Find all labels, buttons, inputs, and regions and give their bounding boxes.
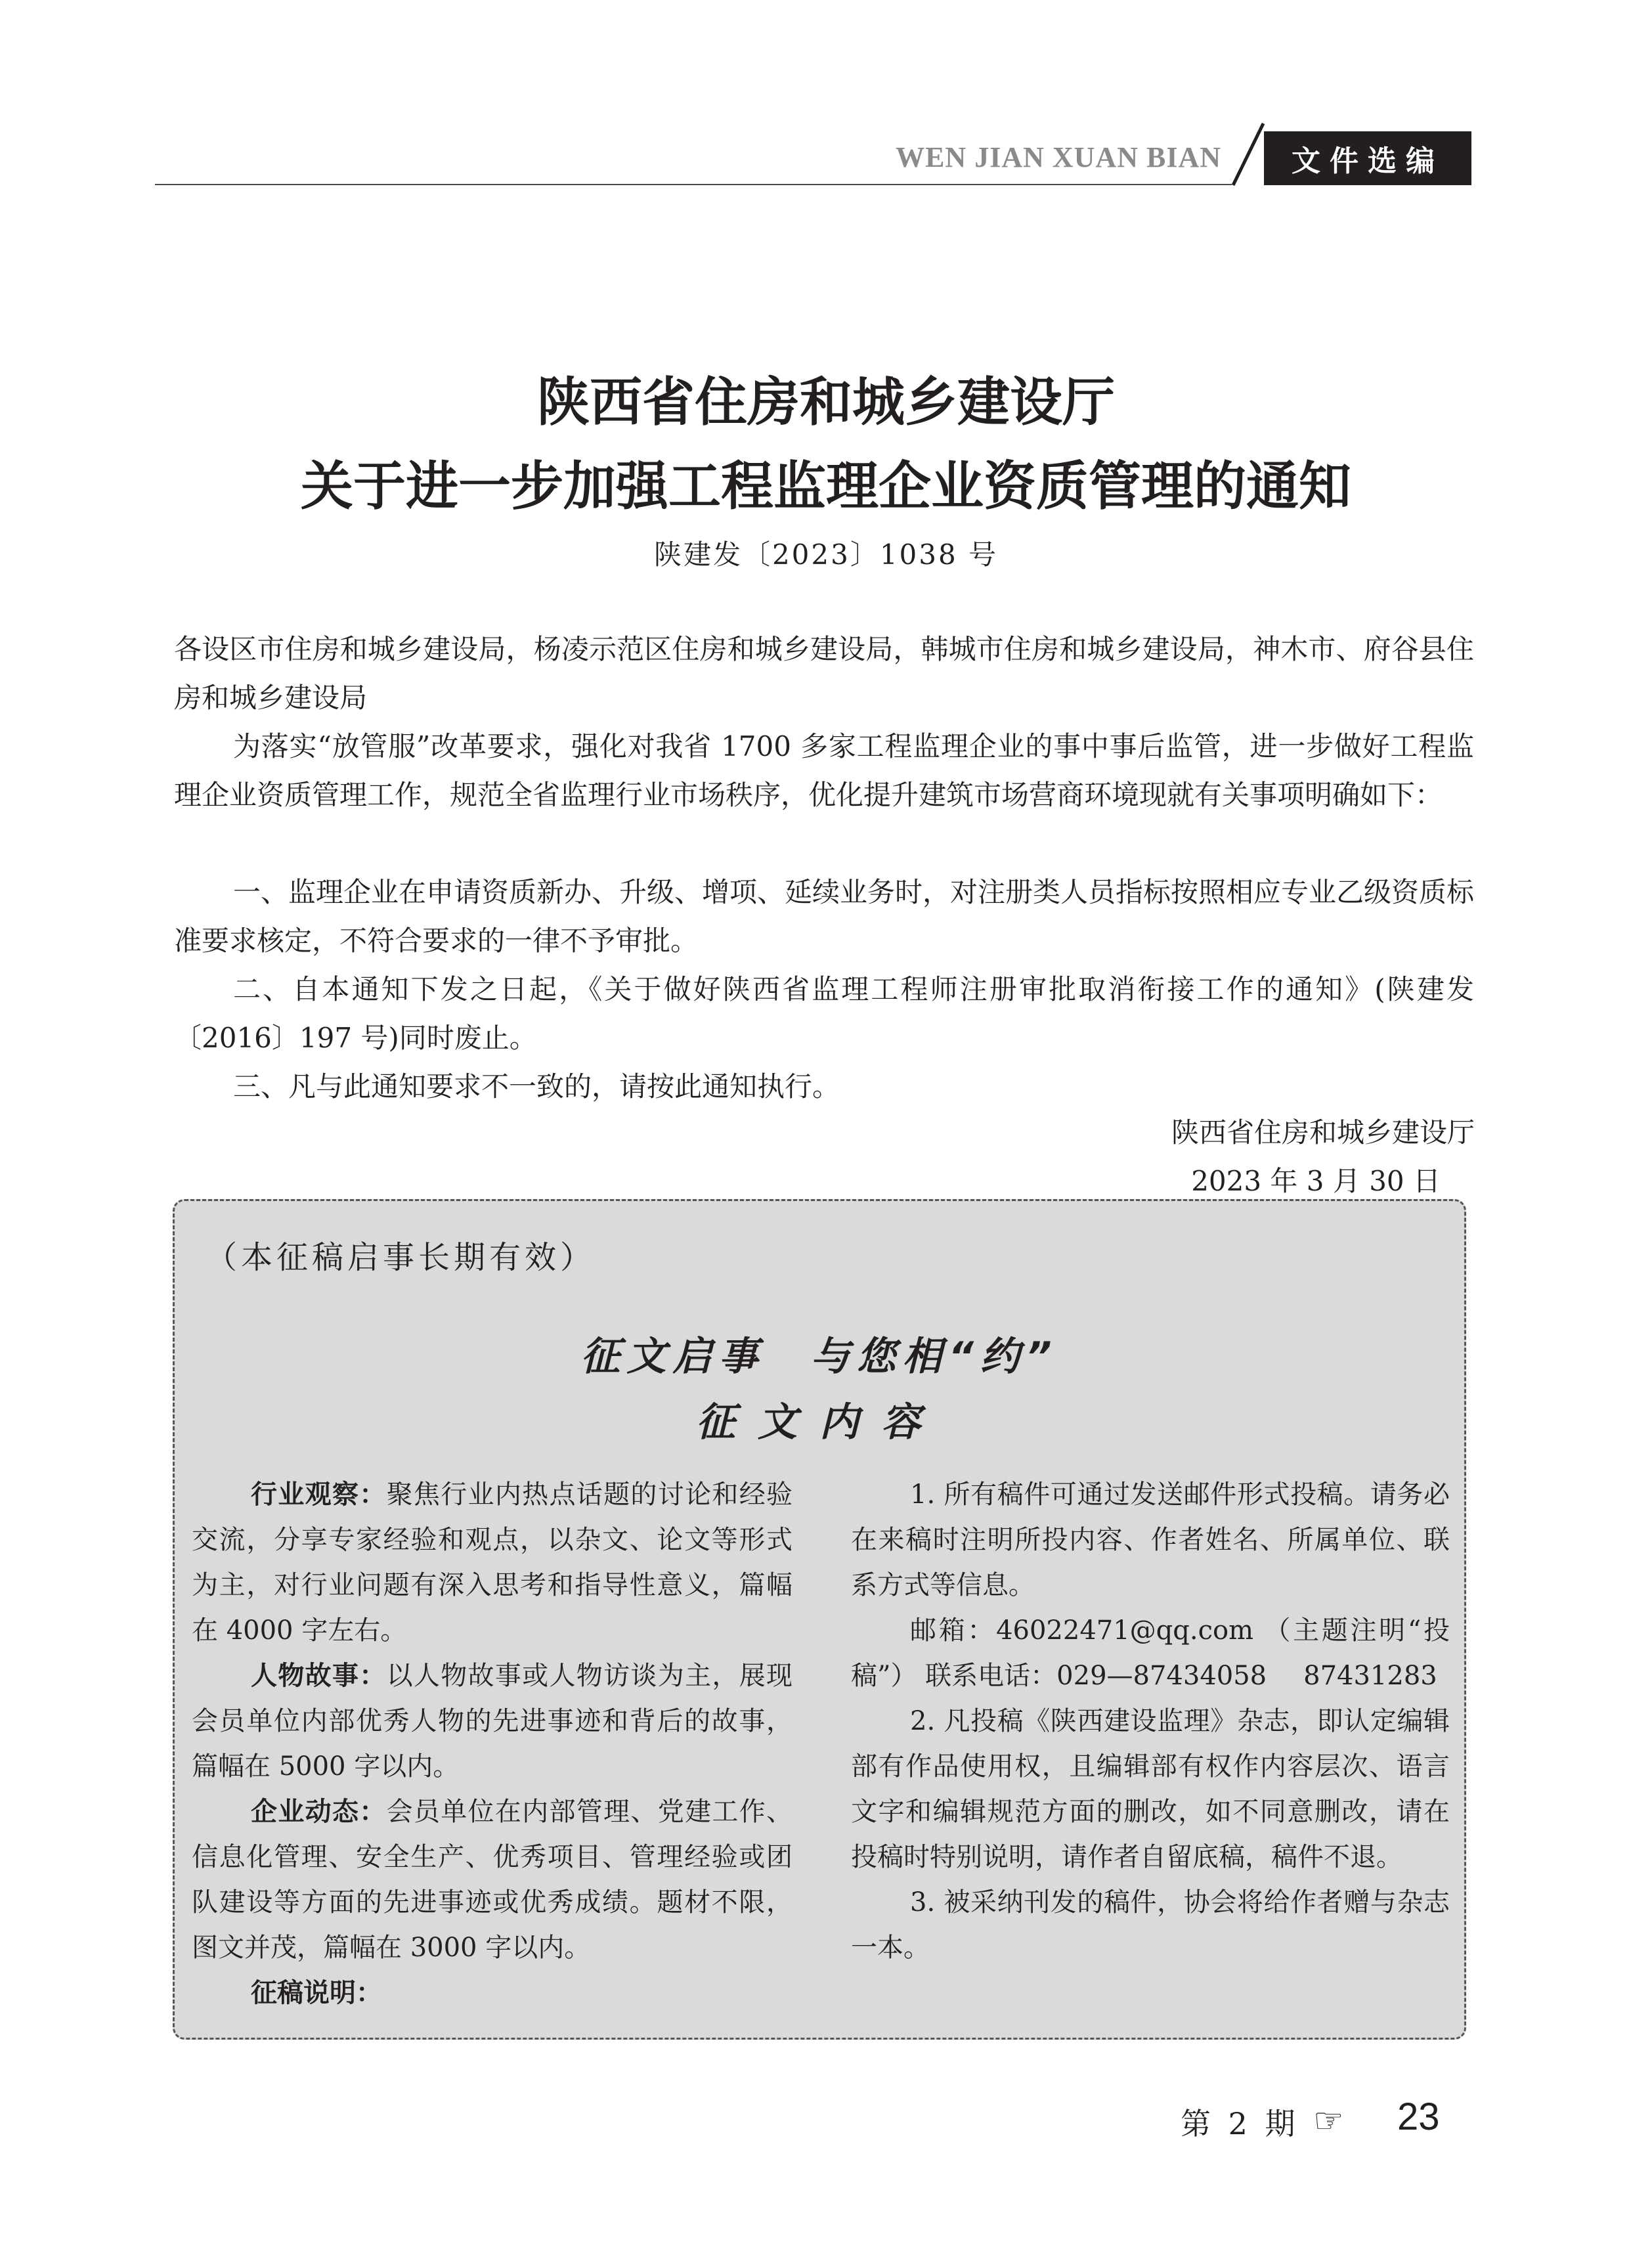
cfp-industry-label: 行业观察：: [251, 1479, 387, 1510]
cfp-phone-label: 联系电话：: [925, 1661, 1057, 1691]
cfp-validity-note: （本征稿启事长期有效）: [206, 1239, 596, 1276]
header-rule: [155, 184, 1232, 185]
salutation: 各设区市住房和城乡建设局，杨凌示范区住房和城乡建设局，韩城市住房和城乡建设局，神木市、府谷县住房和城乡建设局: [174, 633, 1474, 714]
cfp-people-section: [192, 1654, 793, 1789]
article-title-line1: 陕西省住房和城乡建设厅: [537, 372, 1115, 433]
cfp-company-label: 企业动态：: [251, 1797, 387, 1827]
cfp-rule-two: 2. 凡投稿《陕西建设监理》杂志，即认定编辑部有作品使用权，且编辑部有权作内容层次、语言文字和编辑规范方面的删改，如不同意删改，请在投稿时特别说明，请作者自留底稿，稿件不退。: [851, 1706, 1450, 1872]
cfp-industry-section: [192, 1472, 793, 1654]
section-name-cn: 文件选编: [1264, 131, 1471, 185]
item-one: 一、监理企业在申请资质新办、升级、增项、延续业务时，对注册类人员指标按照相应专业乙级资质标准要求核定，不符合要求的一律不予审批。: [174, 876, 1475, 957]
cfp-email: 邮箱：46022471@qq.com （主题注明“投稿”）: [851, 1615, 1450, 1691]
cfp-rule-one: 1. 所有稿件可通过发送邮件形式投稿。请务必在来稿时注明所投内容、作者姓名、所属单位、联系方式等信息。: [851, 1479, 1450, 1600]
cfp-right-column: [851, 1472, 1450, 1971]
intro-paragraph: 为落实“放管服”改革要求，强化对我省 1700 多家工程监理企业的事中事后监管，进一步做好工程监理企业资质管理工作，规范全省监理行业市场秩序，优化提升建筑市场营商环境现就有关事项明确如下：: [174, 730, 1474, 811]
cfp-people-label: 人物故事：: [251, 1661, 387, 1691]
page-number: 23: [1397, 2095, 1440, 2138]
header-slash-icon: [1229, 120, 1269, 188]
cfp-contact: [851, 1608, 1450, 1699]
cfp-phone-1: 029—87434058: [1056, 1661, 1267, 1691]
cfp-notes-label: 征稿说明：: [251, 1978, 382, 2008]
cfp-company-section: [192, 1789, 793, 1971]
signature-organization: 陕西省住房和城乡建设厅: [1171, 1116, 1475, 1149]
document-number: 陕建发〔2023〕1038 号: [653, 538, 999, 571]
item-three: 三、凡与此通知要求不一致的，请按此通知执行。: [233, 1070, 840, 1103]
issue-number: 第 2 期: [1181, 2106, 1299, 2141]
signature-date: 2023 年 3 月 30 日: [1191, 1165, 1441, 1197]
cfp-company-text: 会员单位在内部管理、党建工作、信息化管理、安全生产、优秀项目、管理经验或团队建设等方面的先进事迹或优秀成绩。题材不限，图文并茂，篇幅在 3000 字以内。: [192, 1797, 793, 1963]
cfp-left-column: [192, 1472, 793, 2016]
cfp-subtitle: 征文内容: [696, 1399, 943, 1445]
cfp-rule-three: 3. 被采纳刊发的稿件，协会将给作者赠与杂志一本。: [851, 1887, 1450, 1963]
section-name-en: WEN JIAN XUAN BIAN: [896, 141, 1221, 173]
cfp-phone-2: 87431283: [1303, 1661, 1437, 1691]
pointing-hand-icon: ☞: [1313, 2101, 1344, 2141]
item-two: 二、自本通知下发之日起，《关于做好陕西省监理工程师注册审批取消衔接工作的通知》(陕建发〔2016〕197 号)同时废止。: [174, 973, 1474, 1054]
cfp-title: 征文启事 与您相“约”: [580, 1334, 1058, 1380]
article-title-line2: 关于进一步加强工程监理企业资质管理的通知: [301, 456, 1351, 517]
cfp-notes-section: [192, 1971, 793, 2016]
cfp-industry-text: 聚焦行业内热点话题的讨论和经验交流，分享专家经验和观点，以杂文、论文等形式为主，对行业问题有深入思考和指导性意义，篇幅在 4000 字左右。: [192, 1479, 793, 1646]
cfp-people-text: 以人物故事或人物访谈为主，展现会员单位内部优秀人物的先进事迹和背后的故事，篇幅在 5000 字以内。: [192, 1661, 793, 1782]
